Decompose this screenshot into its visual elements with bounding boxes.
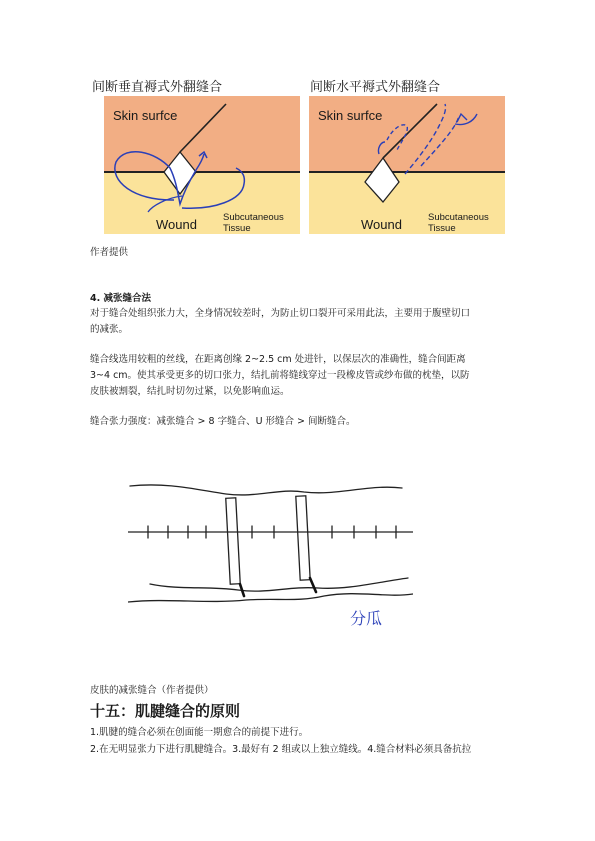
paragraph-line: 3~4 cm。使其承受更多的切口张力，结扎前将缝线穿过一段橡皮管或纱布做的枕垫，以防: [90, 370, 470, 381]
wound-label: Wound: [361, 217, 402, 232]
paragraph-line: 皮肤被割裂，结扎时切勿过紧，以免影响血运。: [90, 386, 290, 397]
paragraph-line: 缝合线选用较粗的丝线，在距离创缘 2~2.5 cm 处进针，以保层次的准确性，缝合间距离: [90, 354, 466, 365]
paragraph-line: 的减张。: [90, 324, 129, 335]
figure1-caption: 作者提供: [90, 247, 129, 258]
figure-left-title: 间断垂直褥式外翻缝合: [92, 80, 223, 95]
subcutaneous-label: Subcutaneous Tissue: [428, 212, 489, 234]
figure2-caption: 皮肤的减张缝合（作者提供）: [90, 685, 214, 696]
paragraph-line: 2.在无明显张力下进行肌腱缝合。3.最好有 2 组或以上独立缝线。4.缝合材料必须具备抗拉: [90, 744, 472, 755]
skin-surface-label: Skin surfce: [113, 108, 178, 123]
wound-label: Wound: [156, 217, 197, 232]
section-heading: 十五：肌腱缝合的原则: [90, 702, 241, 720]
figure-right-title: 间断水平褥式外翻缝合: [310, 80, 441, 95]
horizontal-mattress-diagram: [309, 96, 505, 234]
paragraph-line: 缝合张力强度：减张缝合 > 8 字缝合、U 形缝合 > 间断缝合。: [90, 416, 356, 427]
vertical-mattress-diagram: [104, 96, 300, 234]
subcutaneous-label: Subcutaneous Tissue: [223, 212, 284, 234]
skin-surface-label: Skin surfce: [318, 108, 383, 123]
paragraph-line: 对于缝合处组织张力大，全身情况较差时，为防止切口裂开可采用此法，主要用于腹壁切口: [90, 308, 471, 319]
paragraph-line: 1.肌腱的缝合必须在创面能一期愈合的前提下进行。: [90, 727, 309, 738]
section-heading: 4. 减张缝合法: [90, 293, 152, 304]
signature-mark: 分瓜: [350, 609, 383, 628]
tension-suture-sketch: [128, 478, 413, 638]
